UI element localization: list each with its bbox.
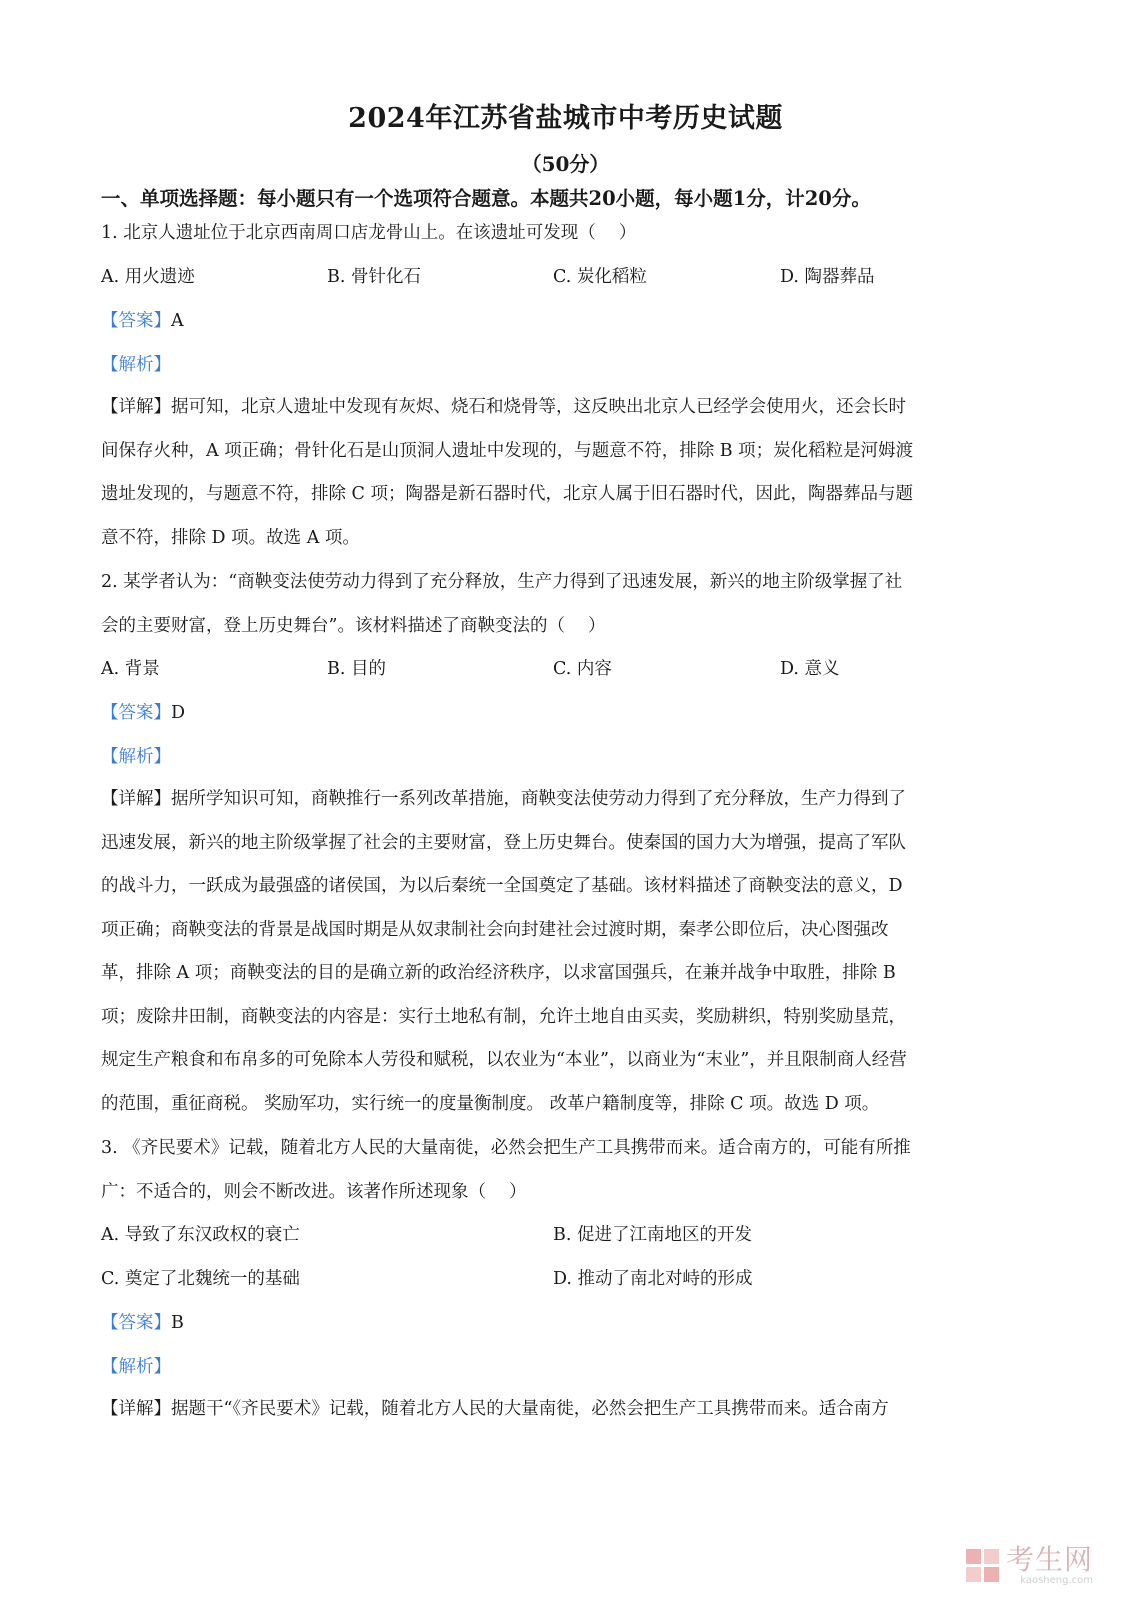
detail-line: 迅速发展，新兴的地主阶级掌握了社会的主要财富，登上历史舞台。使秦国的国力大为增强，提高了军队 xyxy=(101,832,906,853)
watermark-text xyxy=(1005,1543,1093,1586)
q1-answer xyxy=(101,309,184,333)
q2-stem xyxy=(101,561,1006,648)
detail-line: 的范围，重征商税。 奖励军功，实行统一的度量衡制度。 改革户籍制度等，排除 C 项。故选 D 项。 xyxy=(101,1093,880,1114)
total-score: （50分） xyxy=(521,152,610,176)
q2-option-a: A. 背景 xyxy=(101,659,160,679)
detail-line: 遗址发现的，与题意不符，排除 C 项；陶器是新石器时代，北京人属于旧石器时代，因此，陶器葬品与题 xyxy=(101,484,914,504)
analysis-tag: 【解析】 xyxy=(101,355,171,375)
analysis-tag: 【解析】 xyxy=(101,1357,171,1377)
q3-option-b: B. 促进了江南地区的开发 xyxy=(553,1225,752,1245)
detail-line: 【详解】据所学知识可知，商鞅推行一系列改革措施，商鞅变法使劳动力得到了充分释放，生产力得到了 xyxy=(101,789,906,809)
detail-tag: 【详解】 xyxy=(101,1399,171,1419)
detail-line: 的战斗力，一跃成为最强盛的诸侯国，为以后秦统一全国奠定了基础。该材料描述了商鞅变法的意义，D xyxy=(101,876,903,896)
kaosheng-logo-icon xyxy=(966,1549,1000,1583)
detail-line: 项正确；商鞅变法的背景是战国时期是从奴隶制社会向封建社会过渡时期，秦孝公即位后，决心图强改 xyxy=(101,919,889,940)
q3-answer xyxy=(101,1311,184,1335)
q2-answer xyxy=(101,701,185,725)
section-heading: 一、单项选择题：每小题只有一个选项符合题意。本题共20小题，每小题1分，计20分。 xyxy=(101,187,871,210)
analysis-tag: 【解析】 xyxy=(101,747,171,767)
answer-tag: 【答案】 xyxy=(101,311,171,331)
answer-value: A xyxy=(171,311,184,331)
q1-analysis-tag xyxy=(101,353,171,377)
detail-line: 规定生产粮食和布帛多的可免除本人劳役和赋税，以农业为“本业”，以商业为“末业”，并且限制商人经营 xyxy=(101,1050,907,1070)
q2-option-d: D. 意义 xyxy=(780,659,840,679)
q3-stem xyxy=(101,1127,1006,1214)
q2-option-c: C. 内容 xyxy=(553,659,612,679)
q2-analysis-tag xyxy=(101,745,171,769)
q1-stem: 1. 北京人遗址位于北京西南周口店龙骨山上。在该遗址可发现（ ） xyxy=(101,223,637,243)
stem-line: 会的主要财富，登上历史舞台”。该材料描述了商鞅变法的（ ） xyxy=(101,615,606,636)
detail-line: 【详解】据题干“《齐民要术》记载，随着北方人民的大量南徙，必然会把生产工具携带而来。适合南方 xyxy=(101,1399,889,1419)
watermark xyxy=(966,1543,1093,1586)
detail-tag: 【详解】 xyxy=(101,789,171,809)
q1-option-b: B. 骨针化石 xyxy=(327,267,421,287)
stem-line: 广：不适合的，则会不断改进。该著作所述现象（ ） xyxy=(101,1181,527,1202)
q3-analysis-tag xyxy=(101,1355,171,1379)
detail-line: 革，排除 A 项；商鞅变法的目的是确立新的政治经济秩序，以求富国强兵，在兼并战争中取胜，排除 B xyxy=(101,963,896,983)
answer-value: D xyxy=(171,703,186,723)
detail-line: 【详解】据可知，北京人遗址中发现有灰烬、烧石和烧骨等，这反映出北京人已经学会使用火，还会长时 xyxy=(101,397,906,417)
q1-detail xyxy=(101,386,1006,560)
q2-option-b: B. 目的 xyxy=(327,659,386,679)
answer-tag: 【答案】 xyxy=(101,1313,171,1333)
detail-tag: 【详解】 xyxy=(101,397,171,417)
watermark-domain: kaosheng.com xyxy=(1020,1575,1093,1586)
watermark-name: 考生网 xyxy=(1005,1543,1093,1576)
detail-line: 项；废除井田制，商鞅变法的内容是：实行土地私有制，允许土地自由买卖，奖励耕织，特别奖励垦荒， xyxy=(101,1006,906,1027)
q3-detail xyxy=(101,1388,1006,1432)
q3-option-d: D. 推动了南北对峙的形成 xyxy=(553,1269,753,1289)
page-title: 2024年江苏省盐城市中考历史试题 xyxy=(348,103,783,134)
q3-option-c: C. 奠定了北魏统一的基础 xyxy=(101,1269,300,1289)
q2-detail xyxy=(101,778,1006,1126)
stem-line: 3. 《齐民要术》记载，随着北方人民的大量南徙，必然会把生产工具携带而来。适合南方的，可能有所推 xyxy=(101,1138,911,1158)
detail-line: 间保存火种，A 项正确；骨针化石是山顶洞人遗址中发现的，与题意不符，排除 B 项；炭化稻粒是河姆渡 xyxy=(101,440,914,461)
q1-option-c: C. 炭化稻粒 xyxy=(553,267,647,287)
q3-option-a: A. 导致了东汉政权的衰亡 xyxy=(101,1225,300,1245)
answer-tag: 【答案】 xyxy=(101,703,171,723)
stem-line: 2. 某学者认为：“商鞅变法使劳动力得到了充分释放，生产力得到了迅速发展，新兴的地主阶级掌握了社 xyxy=(101,572,903,592)
q1-option-a: A. 用火遗迹 xyxy=(101,267,195,287)
answer-value: B xyxy=(171,1313,184,1333)
detail-line: 意不符，排除 D 项。故选 A 项。 xyxy=(101,527,360,548)
q1-option-d: D. 陶器葬品 xyxy=(780,267,875,287)
